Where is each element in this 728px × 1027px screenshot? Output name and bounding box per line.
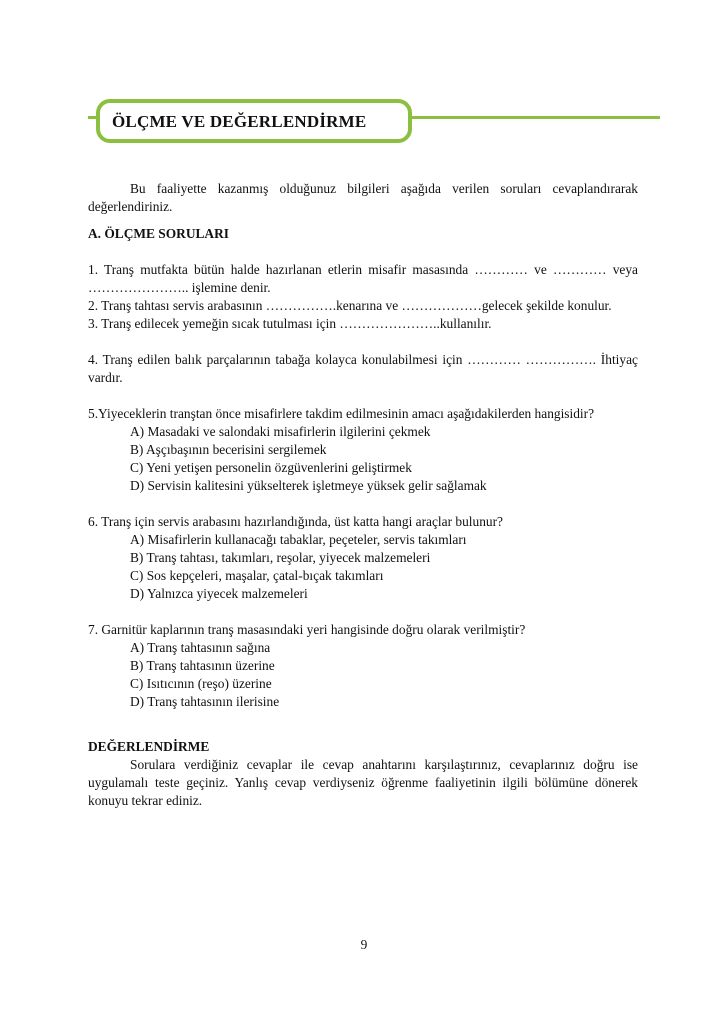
evaluation-title: DEĞERLENDİRME [88,739,210,754]
question-5-option-a: A) Masadaki ve salondaki misafirlerin ilgilerini çekmek [130,424,431,439]
question-6: 6. Tranş için servis arabasını hazırlandığında, üst katta hangi araçlar bulunur? [88,514,503,529]
question-7-option-d: D) Tranş tahtasının ilerisine [130,694,280,709]
question-7-option-a: A) Tranş tahtasının sağına [130,640,271,655]
evaluation-paragraph: Sorulara verdiğiniz cevaplar ile cevap anahtarını karşılaştırınız, cevaplarınız doğru ise uygulamalı teste geçiniz. Yanlış cevap verdiyseniz öğrenme faaliyetinin ilgili bölümüne dönerek konuyu tekrar ediniz. [88,757,638,808]
question-6-option-c: C) Sos kepçeleri, maşalar, çatal-bıçak takımları [130,568,384,583]
question-5-option-d: D) Servisin kalitesini yükselterek işletmeye yüksek gelir sağlamak [130,478,487,493]
question-6-option-a: A) Misafirlerin kullanacağı tabaklar, peçeteler, servis takımları [130,532,467,547]
question-1: 1. Tranş mutfakta bütün halde hazırlanan etlerin misafir masasında ………… ve ………… veya ………………….. işlemine denir. [88,262,638,295]
question-2: 2. Tranş tahtası servis arabasının …………….kenarına ve ………………gelecek şekilde konulur. [88,298,612,313]
question-5-option-c: C) Yeni yetişen personelin özgüvenlerini geliştirmek [130,460,412,475]
question-5: 5.Yiyeceklerin tranştan önce misafirlere takdim edilmesinin amacı aşağıdakilerden hangisidir? [88,406,595,421]
question-7: 7. Garnitür kaplarının tranş masasındaki yeri hangisinde doğru olarak verilmiştir? [88,622,526,637]
question-6-option-d: D) Yalnızca yiyecek malzemeleri [130,586,308,601]
header-title: ÖLÇME VE DEĞERLENDİRME [112,112,367,131]
question-4: 4. Tranş edilen balık parçalarının tabağa kolayca konulabilmesi için ………… ……………. İhtiyaç vardır. [88,352,638,385]
content-body [88,180,638,810]
intro-paragraph: Bu faaliyette kazanmış olduğunuz bilgileri aşağıda verilen soruları cevaplandırarak değerlendiriniz. [88,181,638,214]
page-number: 9 [360,937,368,952]
question-3: 3. Tranş edilecek yemeğin sıcak tutulması için …………………..kullanılır. [88,316,492,331]
question-7-option-c: C) Isıtıcının (reşo) üzerine [130,676,272,691]
question-5-option-b: B) Aşçıbaşının becerisini sergilemek [130,442,327,457]
section-a-title: A. ÖLÇME SORULARI [88,226,229,241]
question-6-option-b: B) Tranş tahtası, takımları, reşolar, yiyecek malzemeleri [130,550,431,565]
header-box [96,99,412,143]
question-7-option-b: B) Tranş tahtasının üzerine [130,658,275,673]
